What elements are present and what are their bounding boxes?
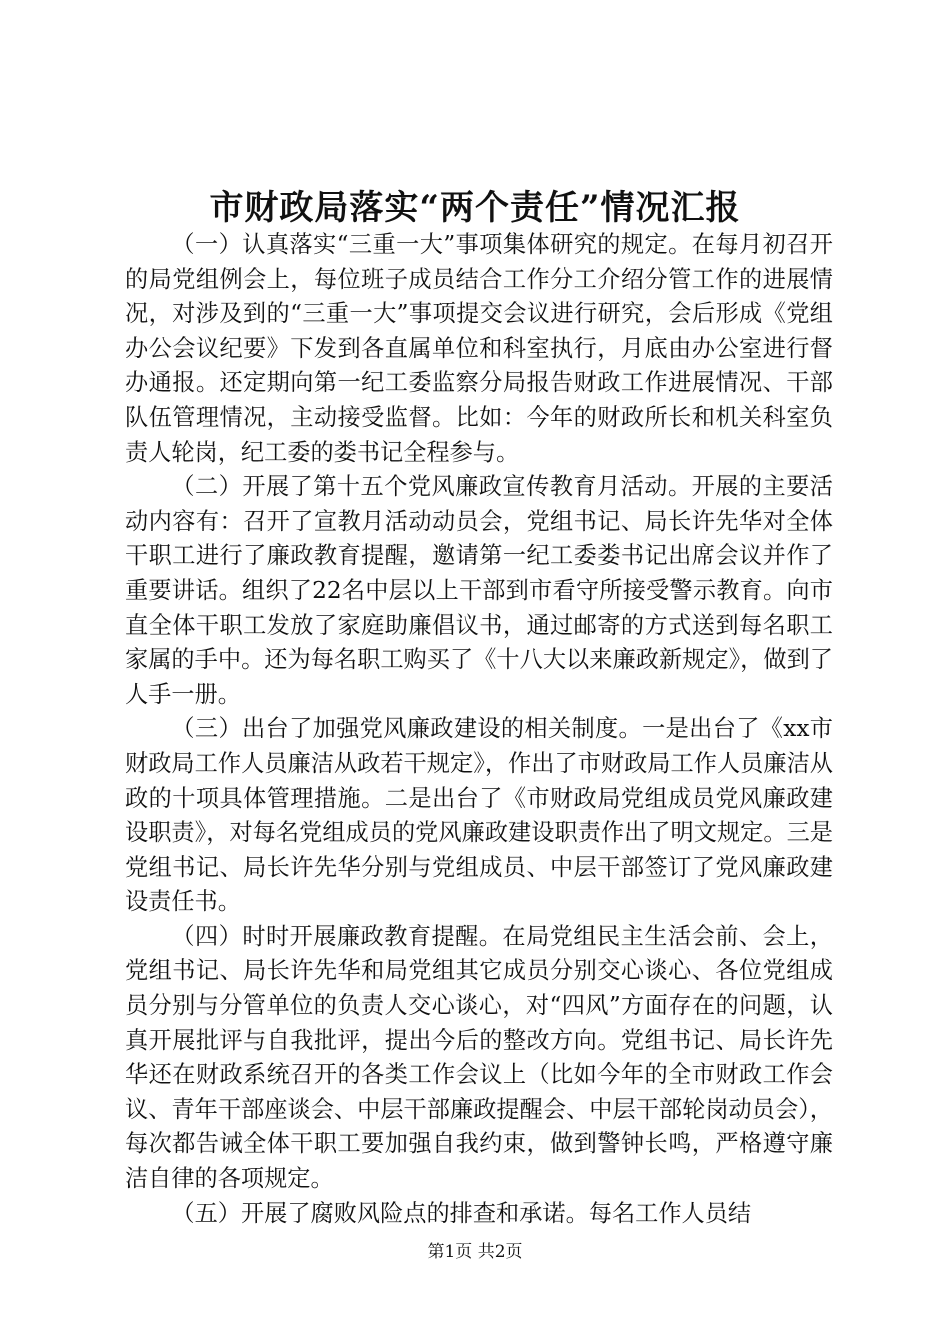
paragraph-4: （四）时时开展廉政教育提醒。在局党组民主生活会前、会上，党组书记、局长许先华和局党组其它成员分别交心谈心、各位党组成员分别与分管单位的负责人交心谈心，对“四风”方面存在的问题，认真开展批评与自我批评，提出今后的整改方向。党组书记、局长许先华还在财政系统召开的各类工作会议上（比如今年的全市财政工作会议、青年干部座谈会、中层干部廉政提醒会、中层干部轮岗动员会），每次都告诫全体干职工要加强自我约束，做到警钟长鸣，严格遵守廉洁自律的各项规定。 [125,922,833,1193]
paragraph-1: （一）认真落实“三重一大”事项集体研究的规定。在每月初召开的局党组例会上，每位班子成员结合工作分工介绍分管工作的进展情况，对涉及到的“三重一大”事项提交会议进行研究，会后形成《党组办公会议纪要》下发到各直属单位和科室执行，月底由办公室进行督办通报。还定期向第一纪工委监察分局报告财政工作进展情况、干部队伍管理情况，主动接受监督。比如：今年的财政所长和机关科室负责人轮岗，纪工委的娄书记全程参与。 [125,231,833,466]
document-title: 市财政局落实“两个责任”情况汇报 [209,188,741,228]
paragraph-2: （二）开展了第十五个党风廉政宣传教育月活动。开展的主要活动内容有：召开了宣教月活动动员会，党组书记、局长许先华对全体干职工进行了廉政教育提醒，邀请第一纪工委娄书记出席会议并作了重要讲话。组织了22名中层以上干部到市看守所接受警示教育。向市直全体干职工发放了家庭助廉倡议书，通过邮寄的方式送到每名职工家属的手中。还为每名职工购买了《十八大以来廉政新规定》，做到了人手一册。 [125,473,833,708]
paragraph-5: （五）开展了腐败风险点的排查和承诺。每名工作人员结 [171,1199,752,1227]
document-body [125,228,833,1231]
paragraph-3: （三）出台了加强党风廉政建设的相关制度。一是出台了《xx市财政局工作人员廉洁从政若干规定》，作出了市财政局工作人员廉洁从政的十项具体管理措施。二是出台了《市财政局党组成员党风廉政建设职责》，对每名党组成员的党风廉政建设职责作出了明文规定。三是党组书记、局长许先华分别与党组成员、中层干部签订了党风廉政建设责任书。 [125,715,833,916]
page-footer: 第1页 共2页 [427,1242,523,1262]
